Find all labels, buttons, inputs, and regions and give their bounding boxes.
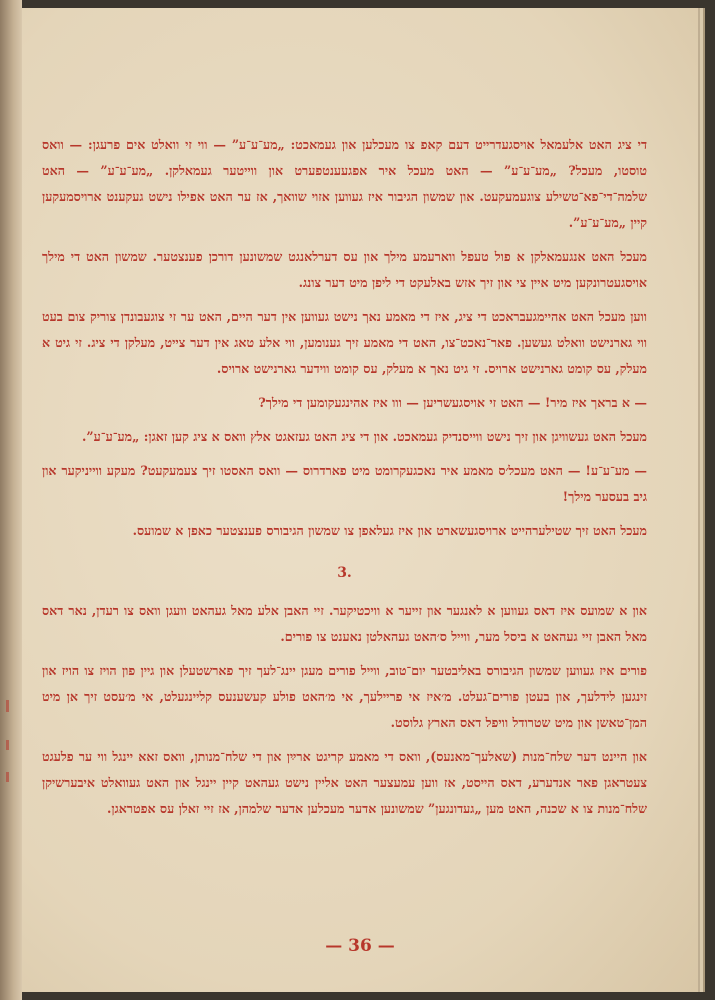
paragraph: מעכל האט זיך שטילערהייט ארויסגעשארט און איז געלאפן צו שמשון הגיבורס פענצטער כאפן א שמועס. [132,523,647,538]
paragraph: און היינט דער שלח־מנות (שאלעך־מאנעס), וואס די מאמע קריגט ארײַן און די שלח־מנותן, וואס זאא יינגל ווי ער פלעגט צעטראגן פאר אנדערע, דאס הייסט, אז ווען עמעצער האט אליין נישט געהאט קיין יינגל און האט געוואלט איבערשיקן שלח־מנות צו א שכנה, האט מען „געדונגען” שמשונען אדער מעכלען אדער שלמהן, אז זיי זאלן עס אפטראגן. [42,749,647,816]
paragraph: ווען מעכל האט אהיימגעבראכט די ציג, איז די מאמע נאך נישט געווען אין דער היים, האט ער זי צוגעבונדן צוריק צום בעט ווי גארנישט וואלט געשען. פאר־נאכט־צו, האט די מאמע זיך גענומען, ווי אלע טאג אין דער צייט, מעלקן די ציג. זי גיט א מעלק, עס קומט גארנישט ארויס. זי גיט נאך א מעלק, עס קומט ווידער גארנישט ארויס. [42,309,647,376]
paragraph: — מע־ע־ע! — האט מעכל׳ס מאמע איר נאכגעקרומט מיט פארדרוס — וואס האסטו זיך צעמעקעט? מעקע ווייניקער און גיב בעסער מילך! [42,463,647,504]
paragraph: און א שמועס איז דאס געווען א לאנגער און זייער א וויכטיקער. זיי האבן אלע מאל געהאט וועגן וואס צו רעדן, נאר דאס מאל האבן זיי געהאט א ביסל מער, ווייל ס׳האט געהאלטן נאענט צו פורים. [42,603,647,644]
paragraph: מעכל האט געשוויגן און זיך נישט ווייסנדיק געמאכט. און די ציג האט געזאגט אלץ וואס א ציג קען זאגן: „מע־ע־ע”. [82,429,647,444]
margin-mark [6,740,9,750]
section-number: 3. [337,565,352,581]
margin-mark [6,700,9,712]
paragraph: מעכל האט אנגעמאלקן א פול טעפל ווארעמע מילך און עס דערלאנגט שמשונען דורכן פענצטער. שמשון האט די מילך אויסגעטרונקען מיט איין צי און זיך אזש באלעקט די ליפן מיט דער צונג. [42,249,647,290]
page-body [42,132,647,822]
paragraph: — א בראך איז מיר! — האט זי אויסגעשריען — ווו איז אהינגעקומען די מילך? [258,395,647,410]
book-page [22,8,698,992]
paragraph: פורים איז געווען שמשון הגיבורס באליבטער יום־טוב, ווייל פורים מעגן יינג־לעך זיך פארשטעלן און גיין פון הויז צו הויז און זינגען לידלעך, און בעטן פורים־געלט. מ׳איז אי פריילעך, אי מ׳האט פולע קעשענעס קליינגעלט, אי מ׳עסט זיך אן מיט המן־טאשן און מיט שטרודל וויפל דאס הארץ גלוסט. [42,663,647,730]
book-spine [0,0,22,1000]
margin-mark [6,772,9,782]
page-number: — 36 — [325,936,395,956]
paragraph: די ציג האט אלעמאל אויסגעדרייט דעם קאפ צו מעכלען און געמאכט: „מע־ע־ע” — ווי זי וואלט אים פרעגן: — וואס טוסטו, מעכל? „מע־ע־ע” — האט מעכל איר אפגעענטפערט און ווייטער געמאלקן. „מע־ע־ע” — האט שלמה־די־פא־טשילע צוגעמעקעט. און שמשון הגיבור איז געווען אזוי שוואך, אז ער האט אפילו נישט געקענט ארויסמעקען קיין „מע־ע־ע”. [42,137,647,230]
